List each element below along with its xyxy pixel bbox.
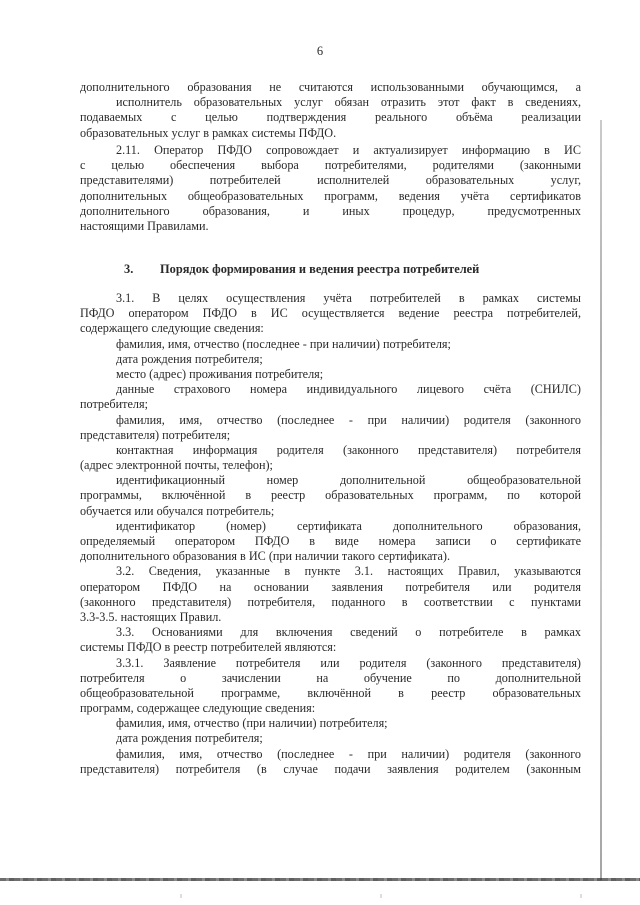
text-line: дата рождения потребителя;: [116, 351, 263, 366]
text-line: дополнительного образования не считаются использованными обучающимся, а: [80, 80, 581, 94]
paragraph-2-11: [80, 143, 581, 234]
text-line: дополнительных общеобразовательных программ, ведения учёта сертификатов: [80, 188, 581, 203]
text-line: фамилия, имя, отчество (при наличии) потребителя;: [116, 716, 388, 731]
text-line: программы, включённой в реестр образовательных программ, по которой: [80, 488, 581, 503]
text-line: определяемый оператором ПФДО в виде номера записи о сертификате: [80, 534, 581, 548]
text-line: 2.11. Оператор ПФДО сопровождает и актуализирует информацию в ИС: [116, 143, 581, 157]
text-line: данные страхового номера индивидуального лицевого счёта (СНИЛС): [116, 382, 581, 397]
scan-edge-bottom: [0, 878, 640, 881]
text-line: настоящими Правилами.: [80, 218, 209, 233]
text-line: обучается или обучался потребитель;: [80, 503, 275, 518]
text-line: дополнительного образования, и иных процедур, предусмотренных: [80, 203, 581, 218]
scan-edge-right: [600, 120, 602, 880]
text-line: оператором ПФДО на основании заявления потребителя или родителя: [80, 579, 581, 594]
text-line: (адрес электронной почты, телефон);: [80, 458, 273, 473]
text-line: фамилия, имя, отчество (последнее - при наличии) родителя (законного: [116, 746, 581, 761]
text-line: 3.1. В целях осуществления учёта потребителей в рамках системы: [116, 291, 581, 305]
text-line: место (адрес) проживания потребителя;: [116, 366, 324, 381]
text-line: исполнитель образовательных услуг обязан отразить этот факт в сведениях,: [116, 95, 581, 110]
text-line: ПФДО оператором ПФДО в ИС осуществляется ведение реестра потребителей,: [80, 306, 581, 321]
text-line: подаваемых с целью подтверждения реального объёма реализации: [80, 110, 581, 125]
text-line: с целью обеспечения выбора потребителями, родителями (законными: [80, 158, 581, 173]
text-line: потребителя о зачислении на обучение по дополнительной: [80, 670, 581, 685]
text-line: 3.3.1. Заявление потребителя или родителя (законного представителя): [116, 655, 581, 670]
text-line: контактная информация родителя (законного представителя) потребителя: [116, 442, 581, 457]
text-line: потребителя;: [80, 397, 148, 412]
text-line: фамилия, имя, отчество (последнее - при наличии) потребителя;: [116, 336, 451, 351]
text-line: идентификатор (номер) сертификата дополнительного образования,: [116, 518, 581, 533]
text-line: идентификационный номер дополнительной общеобразовательной: [116, 473, 581, 488]
text-line: фамилия, имя, отчество (последнее - при наличии) родителя (законного: [116, 412, 581, 427]
text-line: дополнительного образования в ИС (при наличии такого сертификата).: [80, 549, 451, 564]
text-line: 3.3. Основаниями для включения сведений о потребителе в рамках: [116, 625, 581, 640]
text-line: дата рождения потребителя;: [116, 731, 263, 746]
text-line: общеобразовательной программе, включённой в реестр образовательных: [80, 685, 581, 700]
text-line: образовательных услуг в рамках системы ПФДО.: [80, 125, 337, 140]
text-line: представителями) потребителей исполнителей образовательных услуг,: [80, 173, 581, 188]
section-number: 3.: [124, 262, 134, 276]
text-line: содержащего следующие сведения:: [80, 321, 264, 336]
text-line: 3.2. Сведения, указанные в пункте 3.1. настоящих Правил, указываются: [116, 564, 581, 579]
text-line: представителя) потребителя (в случае подачи заявления родителем (законным: [80, 761, 581, 776]
section-3-body: [80, 291, 581, 777]
text-line: 3.3-3.5. настоящих Правил.: [80, 609, 222, 624]
section-title: Порядок формирования и ведения реестра потребителей: [160, 262, 480, 276]
text-line: (законного представителя) потребителя, поданного в соответствии с пунктами: [80, 594, 581, 609]
paragraph-continuation: [80, 80, 581, 141]
page-number: 6: [316, 44, 324, 58]
text-line: представителя) потребителя;: [80, 427, 231, 442]
text-line: программ, содержащее следующие сведения:: [80, 701, 316, 716]
text-line: системы ПФДО в реестр потребителей являются:: [80, 640, 337, 655]
scan-marks: [0, 894, 640, 898]
